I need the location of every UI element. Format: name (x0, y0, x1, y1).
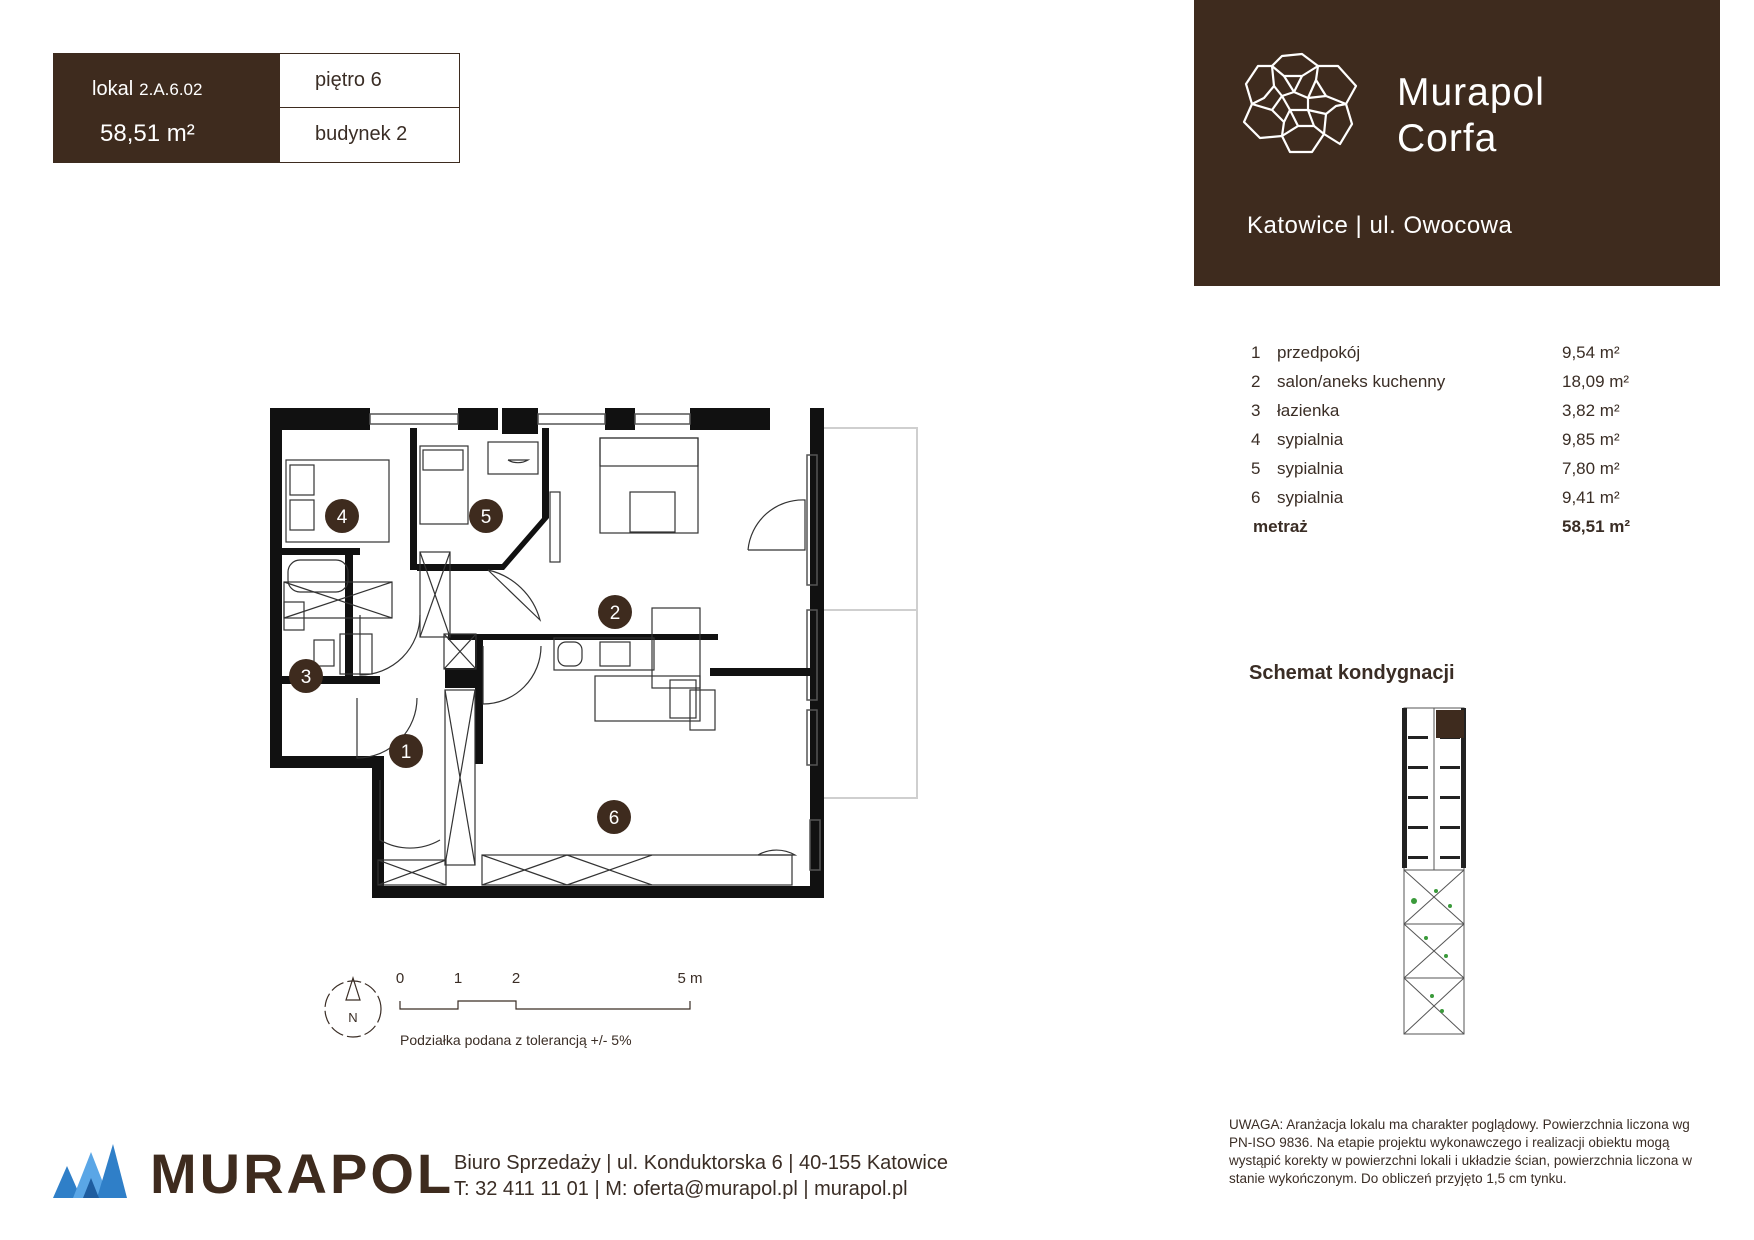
unit-info-box (53, 53, 460, 163)
room-name: salon/aneks kuchenny (1277, 372, 1446, 391)
room-number: 3 (1251, 401, 1261, 420)
room-area: 9,54 m² (1562, 343, 1620, 362)
room-number: 5 (1251, 459, 1261, 478)
brand-title-line2: Corfa (1397, 117, 1498, 160)
floor-label: piętro 6 (280, 54, 459, 108)
murapol-logo-text: MURAPOL (150, 1142, 455, 1205)
scale-tolerance-note: Podziałka podana z tolerancją +/- 5% (400, 1032, 632, 1048)
office-address: Biuro Sprzedaży | ul. Konduktorska 6 | 40-155 Katowice (454, 1152, 948, 1174)
balcony (822, 428, 917, 798)
north-label: N (348, 1010, 358, 1025)
brand-title-line1: Murapol (1397, 71, 1545, 114)
room-marker-2-label: 2 (609, 603, 621, 624)
office-contact: T: 32 411 11 01 | M: oferta@murapol.pl | murapol.pl (454, 1178, 908, 1200)
room-name: sypialnia (1277, 488, 1344, 507)
floor-plan (270, 400, 930, 910)
room-name: sypialnia (1277, 459, 1344, 478)
room-area: 18,09 m² (1562, 372, 1630, 391)
unit-id-panel (54, 54, 280, 162)
room-number: 2 (1251, 372, 1261, 391)
unit-label: lokal (92, 78, 134, 100)
room-number: 4 (1251, 430, 1261, 449)
room-row (1251, 368, 1641, 396)
unit-number (92, 78, 202, 101)
room-marker-4-label: 4 (336, 507, 348, 528)
room-row (1251, 339, 1641, 367)
murapol-corfa-logo-icon (1242, 52, 1360, 156)
room-marker-3-label: 3 (300, 667, 312, 688)
room-name: łazienka (1277, 401, 1340, 420)
room-marker-5-label: 5 (480, 507, 492, 528)
floor-schema-diagram (1396, 706, 1470, 1038)
room-marker-6-label: 6 (608, 808, 620, 829)
unit-area: 58,51 m² (100, 120, 195, 147)
scale-tick-0: 0 (395, 970, 405, 987)
room-row (1251, 484, 1641, 512)
room-row (1251, 397, 1641, 425)
room-marker-1-label: 1 (400, 742, 412, 763)
brand-title (1397, 70, 1545, 162)
scale-tick-1: 1 (453, 970, 463, 987)
room-area: 3,82 m² (1562, 401, 1620, 420)
building-label: budynek 2 (315, 123, 408, 145)
sales-office-info (454, 1150, 948, 1202)
total-area-row (1251, 513, 1641, 541)
brand-location: Katowice | ul. Owocowa (1247, 212, 1513, 239)
unit-location-panel (280, 54, 459, 162)
room-area: 7,80 m² (1562, 459, 1620, 478)
room-number: 1 (1251, 343, 1261, 362)
brand-header (1194, 0, 1720, 286)
disclaimer-note: UWAGA: Aranżacja lokalu ma charakter poglądowy. Powierzchnia liczona wg PN-ISO 9836. Na etapie projektu wykonawczego i realizacji obiektu mogą wystąpić korekty w powierzchni lokali i układzie ścian, powierzchnia liczona w stanie wykończonym. Do obliczeń przyjęto 1,5 cm tynku. (1229, 1117, 1692, 1186)
highlighted-unit-marker (1436, 710, 1464, 738)
room-number: 6 (1251, 488, 1261, 507)
room-area: 9,85 m² (1562, 430, 1620, 449)
room-row (1251, 455, 1641, 483)
north-arrow-icon (325, 978, 381, 1037)
total-label: metraż (1253, 517, 1308, 536)
floor-schema-title: Schemat kondygnacji (1249, 662, 1455, 684)
room-row (1251, 426, 1641, 454)
murapol-logo-icon (53, 1142, 127, 1198)
room-area: 9,41 m² (1562, 488, 1620, 507)
unit-code: 2.A.6.02 (139, 80, 203, 99)
room-name: sypialnia (1277, 430, 1344, 449)
room-name: przedpokój (1277, 343, 1361, 362)
scale-tick-2: 2 (511, 970, 521, 987)
scale-tick-5m: 5 m (677, 970, 703, 987)
total-area: 58,51 m² (1562, 517, 1631, 536)
